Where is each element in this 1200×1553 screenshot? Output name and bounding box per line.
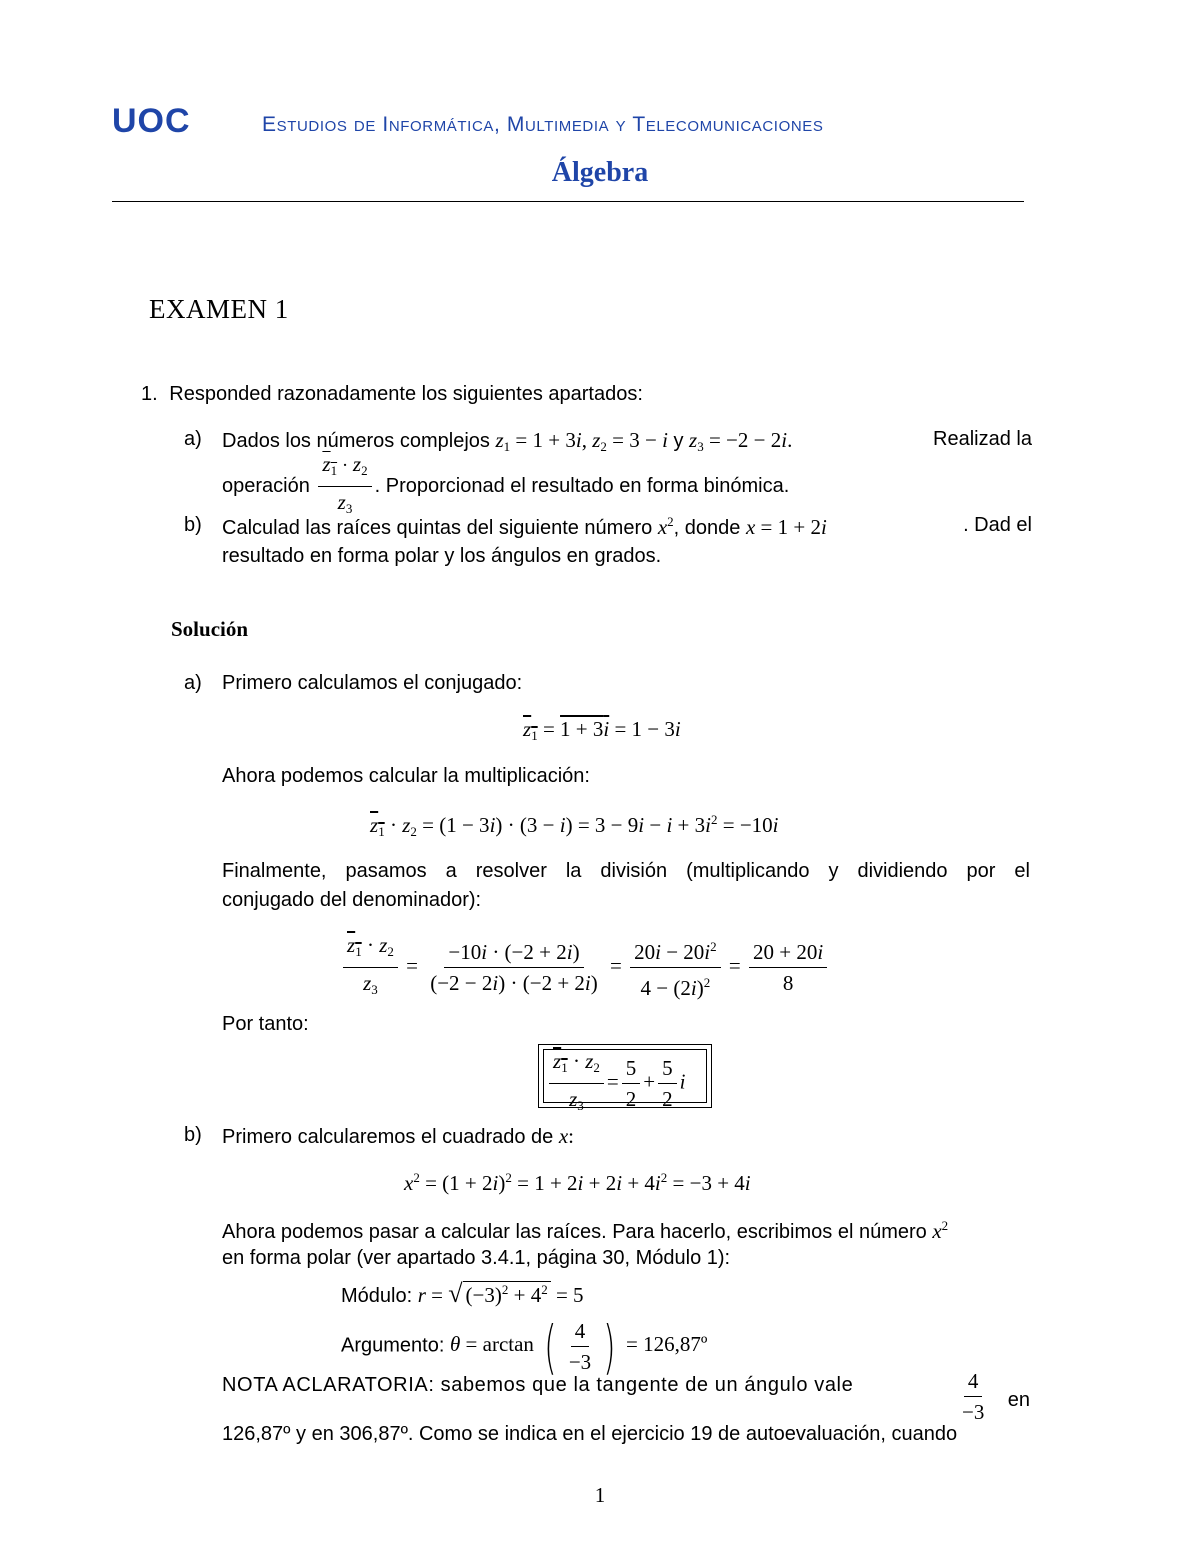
question-b-marker: b) bbox=[184, 514, 202, 536]
modulus-line: Módulo: r = √ $(-3)^2 + 4^2 = 5$ bbox=[341, 1279, 584, 1308]
exam-title: EXAMEN 1 bbox=[149, 294, 289, 324]
nota-line-2: 126,87º y en 306,87º. Como se indica en el ejercicio 19 de autoevaluación, cuando bbox=[222, 1423, 958, 1445]
solution-b-marker: b) bbox=[184, 1124, 202, 1146]
question-a-line2: operación $\frac{z_1 \cdot z_2}{z_3}$ . Proporcionad el resultado en forma binómica. bbox=[222, 449, 789, 524]
question-b-line1: Calculad las raíces quintas del siguiente número $x^2$, donde x = 1 + 2i . Dad el bbox=[222, 514, 1032, 539]
solution-heading: Solución bbox=[171, 617, 249, 641]
question-a-marker: a) bbox=[184, 428, 202, 450]
course-title: Álgebra bbox=[551, 157, 649, 188]
page-number: 1 bbox=[594, 1483, 606, 1507]
solution-div-intro-1: Finalmente, pasamos a resolver la división (multiplicando y dividiendo por el bbox=[222, 860, 1030, 882]
division-equation: $\frac{z_1 \cdot z_2}{z_3}$ = $\frac{-10i \cdot (-2 + 2i)}{(-2 - 2i) \cdot (-2 + 2i)}$ = $\frac{20i - 20i^2}{4 - (2i)^2}$ = $\frac{20 + 20i}{8}$ bbox=[340, 930, 830, 1005]
solution-roots-2: en forma polar (ver apartado 3.4.1, página 30, Módulo 1): bbox=[222, 1247, 731, 1269]
solution-div-intro-2: conjugado del denominador): bbox=[222, 889, 482, 911]
nota-line-1: NOTA ACLARATORIA: sabemos que la tangente de un ángulo vale $\frac{4}{-3}$ en bbox=[222, 1374, 1030, 1397]
argument-line: Argumento: θ = arctan ( $\frac{4}{-3}$ ) = 126,87º bbox=[341, 1312, 708, 1381]
header-divider bbox=[112, 201, 1024, 202]
multiplication-equation: $z_1 \cdot z_2 = (1 - 3i) \cdot (3 - i) = 3 - 9i - i + 3i^2 = -10i$ bbox=[370, 812, 779, 839]
studies-title: Estudios de Informática, Multimedia y Telecomunicaciones bbox=[262, 113, 824, 136]
solution-a-intro: Primero calculamos el conjugado: bbox=[222, 672, 523, 694]
conjugate-equation: $z_1 = 1 + 3i = 1 - 3i$ bbox=[523, 717, 681, 743]
solution-b-intro: Primero calcularemos el cuadrado de x: bbox=[222, 1124, 575, 1148]
solution-mult-intro: Ahora podemos calcular la multiplicación: bbox=[222, 765, 590, 787]
question-prompt: 1. Responded razonadamente los siguientes apartados: bbox=[141, 383, 643, 405]
question-a-line1: Dados los números complejos $z_1 = 1 + 3i$, $z_2 = 3 - i$ y $z_3 = -2 - 2i$. Realizad la bbox=[222, 428, 1032, 454]
square-equation: $x^2 = (1 + 2i)^2 = 1 + 2i + 2i + 4i^2 = -3 + 4i$ bbox=[404, 1170, 751, 1195]
boxed-result: $\frac{z_1 \cdot z_2}{z_3}$ = $\frac{5}{2}$ + $\frac{5}{2}$ i bbox=[546, 1046, 685, 1121]
uoc-logo: UOC bbox=[112, 102, 191, 140]
solution-a-marker: a) bbox=[184, 672, 202, 694]
solution-roots-1: Ahora podemos pasar a calcular las raíces. Para hacerlo, escribimos el número $x^2$ bbox=[222, 1218, 949, 1243]
question-b-line2: resultado en forma polar y los ángulos en grados. bbox=[222, 545, 662, 567]
solution-por-tanto: Por tanto: bbox=[222, 1013, 309, 1035]
